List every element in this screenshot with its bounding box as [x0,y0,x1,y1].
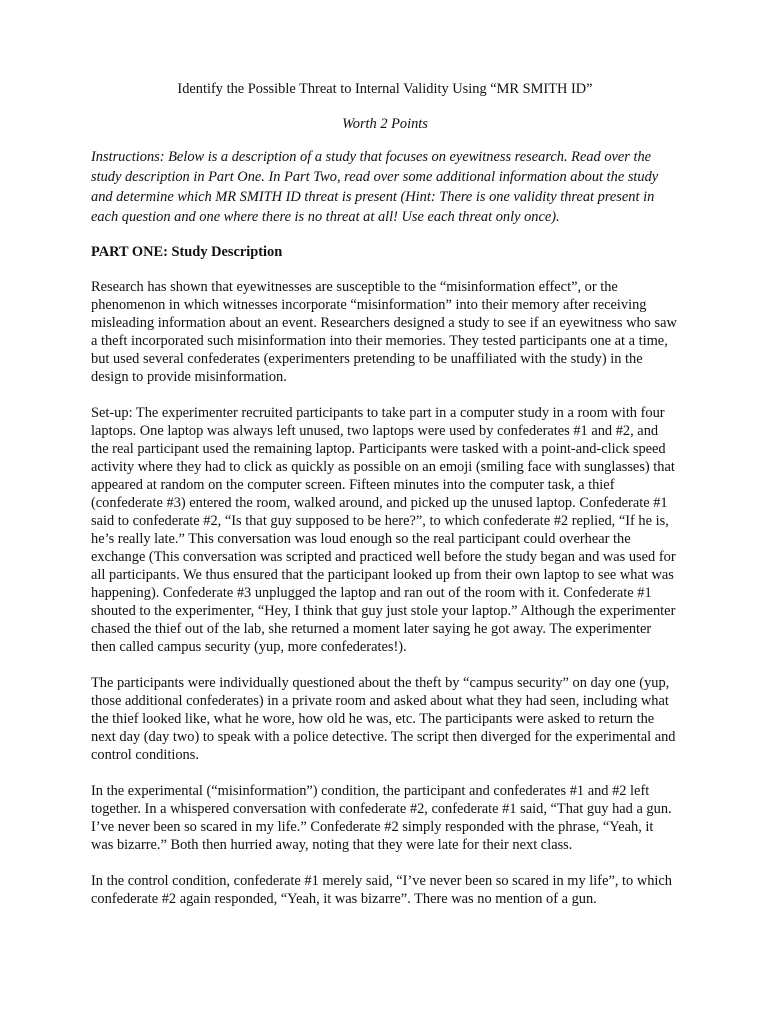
instructions-text: Instructions: Below is a description of a study that focuses on eyewitness research. Read over the study description in Part One. In Part Two, read over some additional information about the study and determine which MR SMITH ID threat is present (Hint: There is one validity threat present in each question and one where there is no threat at all! Use each threat only once). [91,149,659,225]
paragraph-setup: Set-up: The experimenter recruited participants to take part in a computer study in a room with four laptops. One laptop was always left unused, two laptops were used by confederates #1 and #2, and the real participant used the remaining laptop. Participants were tasked with a point-and-click speed activity where they had to click as quickly as possible on an emoji (smiling face with sunglasses) that appeared at random on the computer screen. Fifteen minutes into the computer task, a thief (confederate #3) entered the room, walked around, and picked up the unused laptop. Confederate #1 said to confederate #2, “Is that guy supposed to be here?”, to which confederate #2 replied, “If he is, he’s really late.” This conversation was loud enough so the real participant could overhear the exchange (This conversation was scripted and practiced well before the study began and was used for all participants. We thus ensured that the participant looked up from their own laptop to see what was happening). Confederate #3 unplugged the laptop and ran out of the room with it. Confederate #1 shouted to the experimenter, “Hey, I think that guy just stole your laptop.” Although the experimenter chased the thief out of the lab, she returned a moment later saying he got away. The experimenter then called campus security (yup, more confederates!). [91,405,676,655]
paragraph-questioning: The participants were individually questioned about the theft by “campus security” on day one (yup, those additional confederates) in a private room and asked about what they had seen, including what the thief looked like, what he wore, how old he was, etc. The participants were asked to return the next day (day two) to speak with a police detective. The script then diverged for the experimental and control conditions. [91,675,676,763]
points-worth: Worth 2 Points [342,116,428,132]
paragraph-experimental-condition: In the experimental (“misinformation”) condition, the participant and confederates #1 and #2 left together. In a whispered conversation with confederate #2, confederate #1 said, “That guy had a gun. I’ve never been so scared in my life.” Confederate #2 simply responded with the phrase, “Yeah, it was bizarre.” Both then hurried away, noting that they were late for their next class. [91,783,672,853]
document-page [91,80,679,926]
part-one-heading: PART ONE: Study Description [91,244,283,260]
paragraph-control-condition: In the control condition, confederate #1 merely said, “I’ve never been so scared in my life”, to which confederate #2 again responded, “Yeah, it was bizarre”. There was no mention of a gun. [91,873,673,907]
document-title: Identify the Possible Threat to Internal Validity Using “MR SMITH ID” [177,81,593,97]
paragraph-intro: Research has shown that eyewitnesses are susceptible to the “misinformation effect”, or the phenomenon in which witnesses incorporate “misinformation” into their memory after receiving misleading information about an event. Researchers designed a study to see if an eyewitness who saw a theft incorporated such misinformation into their memories. They tested participants one at a time, but used several confederates (experimenters pretending to be unaffiliated with the study) in the design to provide misinformation. [91,279,677,385]
